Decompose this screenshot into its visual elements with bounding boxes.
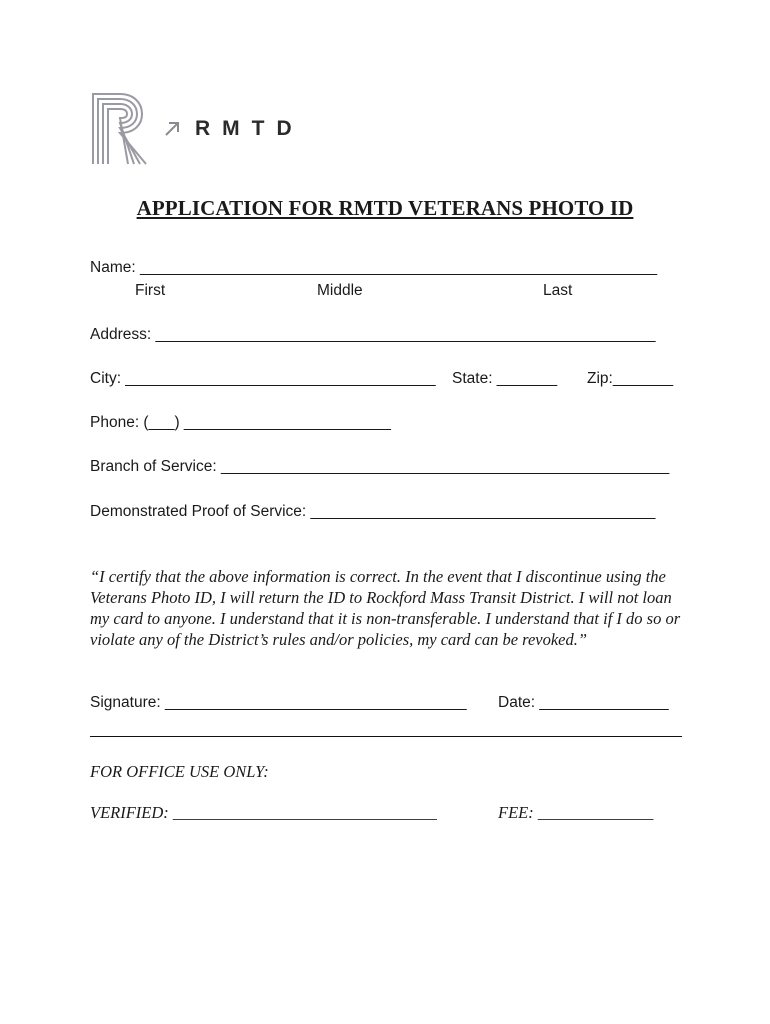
office-divider: [90, 736, 682, 737]
name-field[interactable]: Name: ____________________________________________________________: [90, 259, 658, 276]
verified-field[interactable]: VERIFIED: ________________________________: [90, 803, 437, 822]
proof-of-service-field[interactable]: Demonstrated Proof of Service: ________________________________________: [90, 503, 656, 520]
zip-field[interactable]: Zip:_______: [587, 370, 674, 387]
certification-statement: “I certify that the above information is correct. In the event that I discontinue using the Veterans Photo ID, I will return the ID to Rockford Mass Transit District. I will not loan my card to anyone. I understand that it is non-transferable. I understand that if I do so or violate any of the District’s rules and/or policies, my card can be revoked.”: [90, 567, 681, 649]
state-field[interactable]: State: _______: [452, 370, 558, 387]
rmtd-r-mark-icon: [90, 92, 150, 166]
branch-of-service-field[interactable]: Branch of Service: ____________________________________________________: [90, 458, 670, 475]
name-first-label: First: [135, 282, 166, 299]
city-field[interactable]: City: ____________________________________: [90, 370, 436, 387]
date-field[interactable]: Date: _______________: [498, 694, 669, 711]
office-use-heading: FOR OFFICE USE ONLY:: [90, 762, 269, 781]
rmtd-wordmark: RMTD: [195, 117, 304, 140]
arrow-icon: [164, 121, 180, 137]
name-middle-label: Middle: [317, 282, 363, 299]
fee-field[interactable]: FEE: ______________: [498, 803, 654, 822]
address-field[interactable]: Address: __________________________________________________________: [90, 326, 656, 343]
form-title: APPLICATION FOR RMTD VETERANS PHOTO ID: [136, 196, 634, 220]
phone-field[interactable]: Phone: (___) ________________________: [90, 414, 391, 431]
name-last-label: Last: [543, 282, 573, 299]
signature-field[interactable]: Signature: ___________________________________: [90, 694, 467, 711]
